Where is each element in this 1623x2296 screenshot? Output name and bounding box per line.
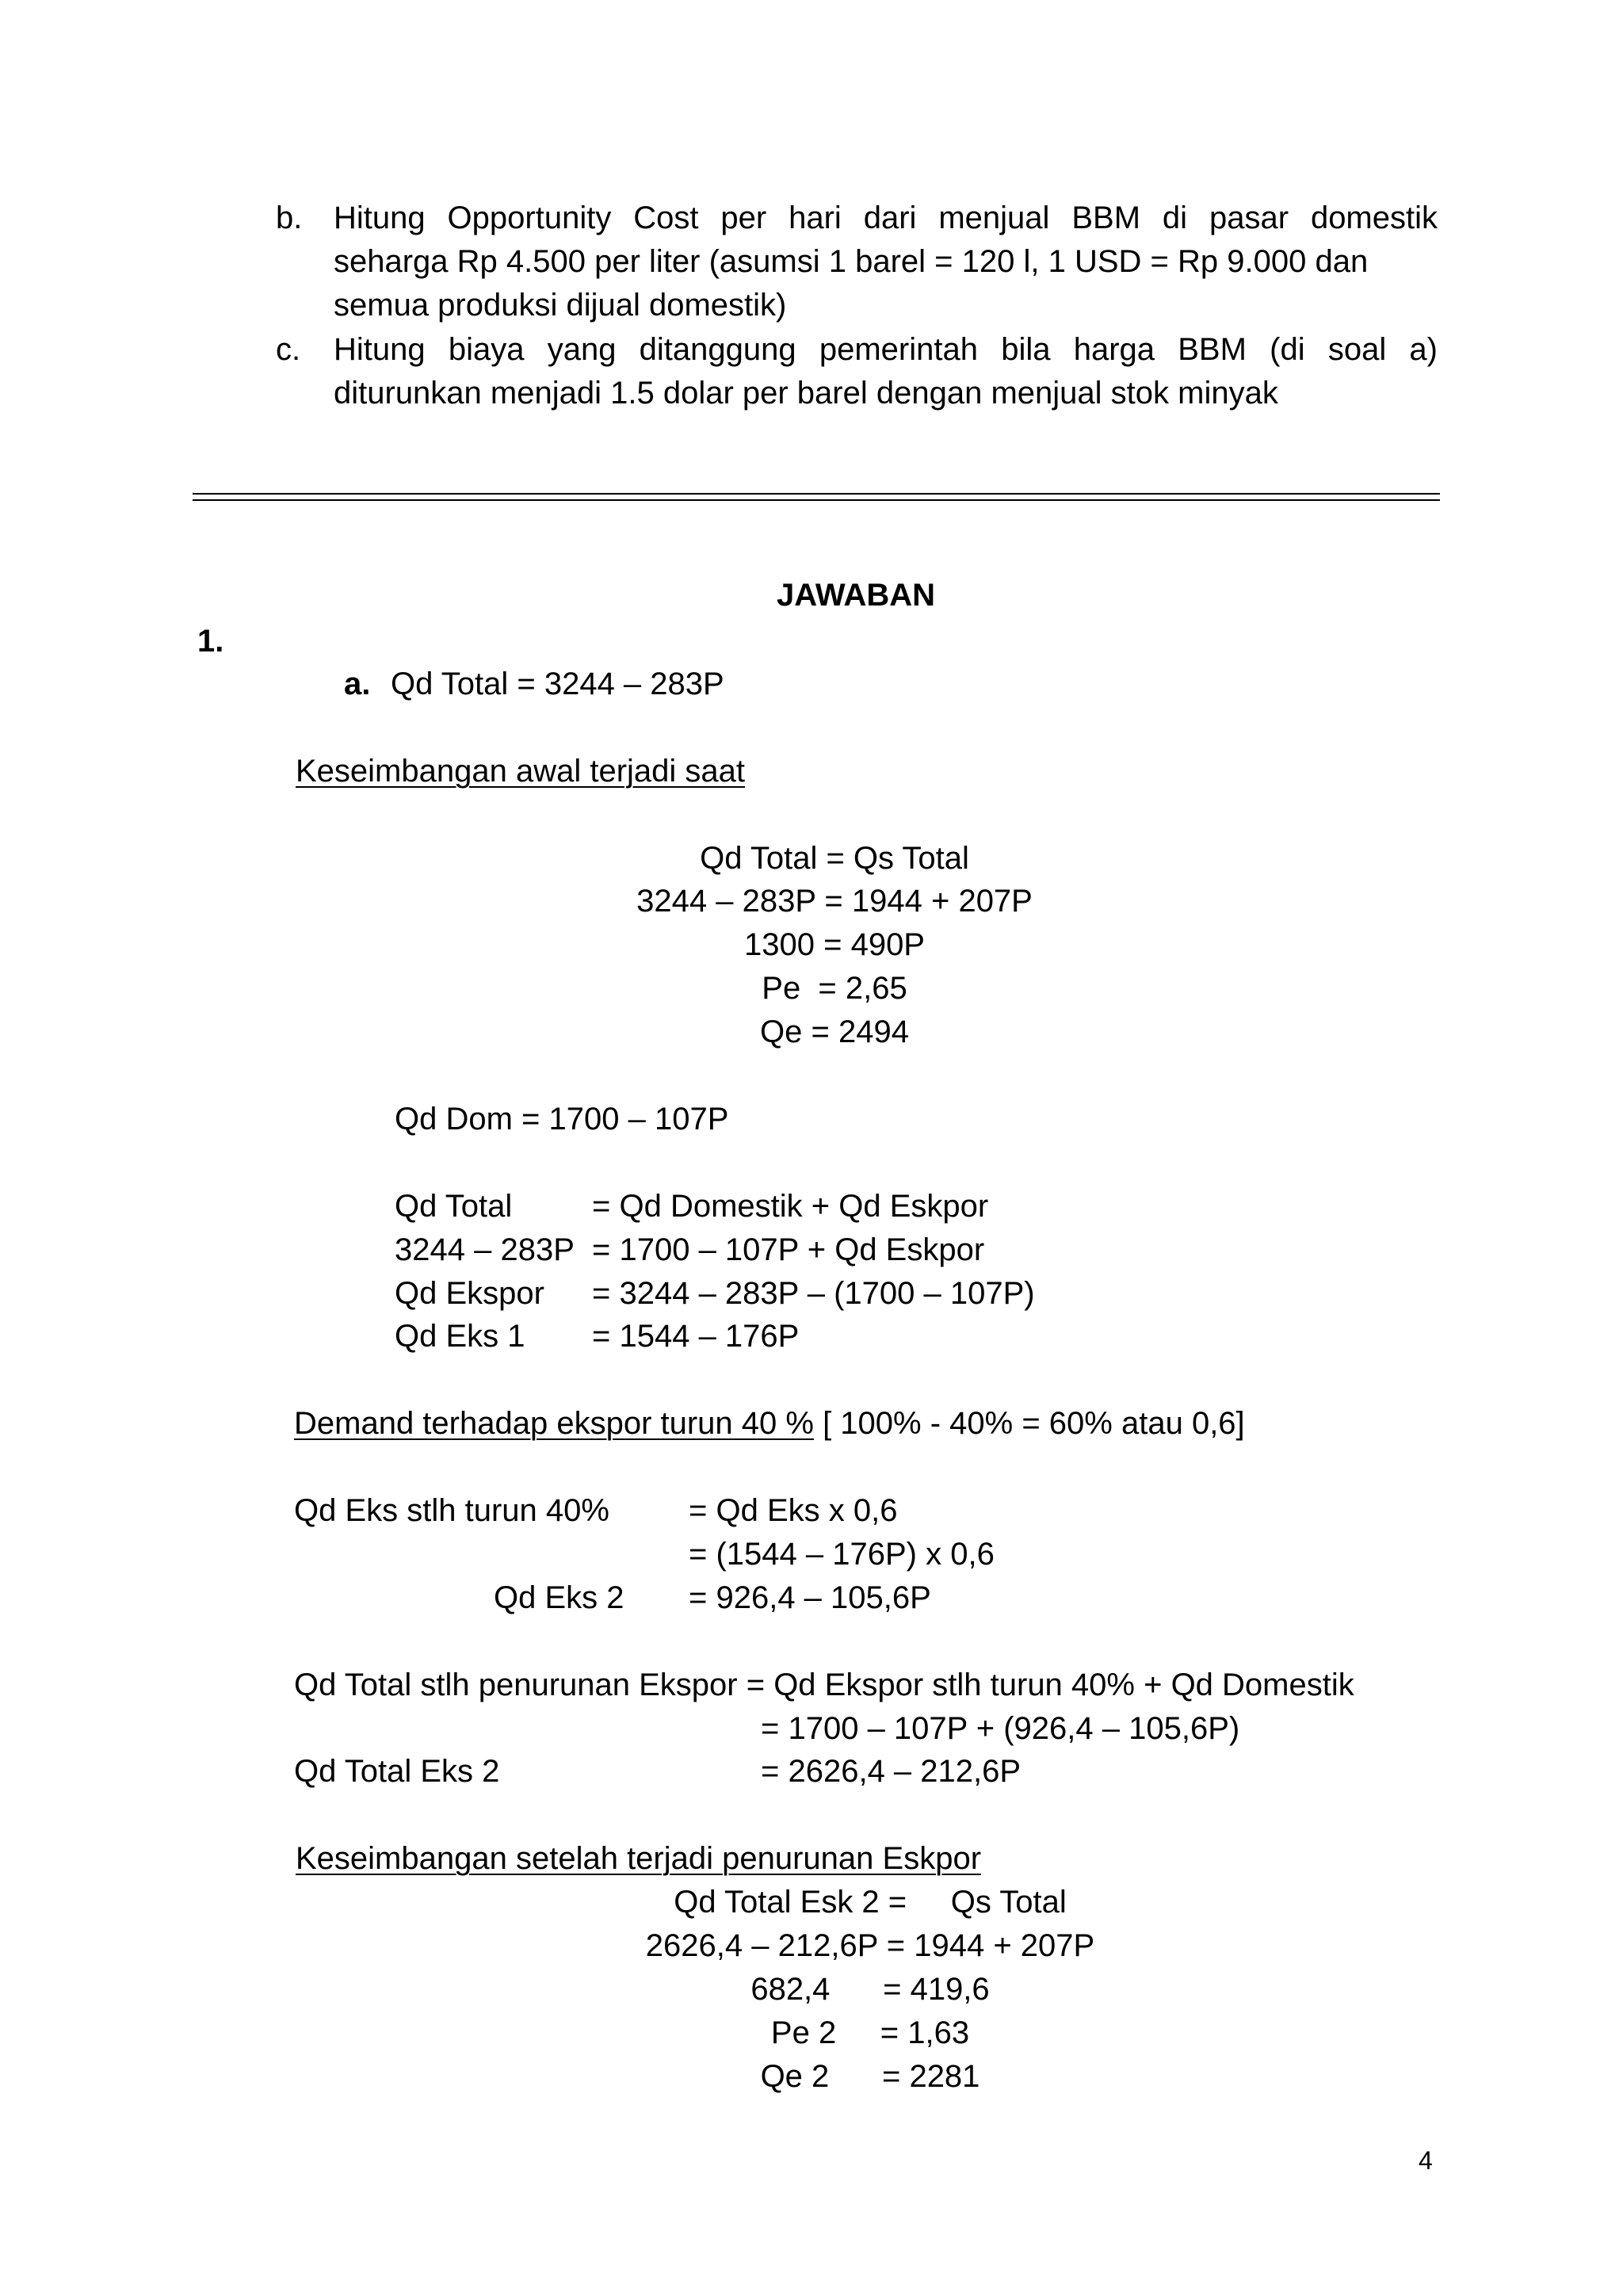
page-number: 4 (1419, 2146, 1433, 2175)
derivation-right: = 3244 – 283P – (1700 – 107P) (592, 1276, 1035, 1311)
initial-equilibrium-heading: Keseimbangan awal terjadi saat (296, 754, 746, 789)
derivation-right: = 1544 – 176P (592, 1319, 800, 1354)
answer-heading: JAWABAN (776, 578, 936, 613)
export-demand-drop-note: [ 100% - 40% = 60% atau 0,6] (813, 1406, 1245, 1441)
equation-line: 2626,4 – 212,6P = 1944 + 207P (645, 1928, 1095, 1963)
part-a-marker: a. (344, 667, 371, 701)
question-b-line-1: Hitung Opportunity Cost per hari dari menjual BBM di pasar domestik (334, 201, 1438, 235)
new-equilibrium-heading: Keseimbangan setelah terjadi penurunan Eskpor (296, 1841, 982, 1876)
export-2-value: = 926,4 – 105,6P (689, 1580, 931, 1615)
part-a-demand-equation: Qd Total = 3244 – 283P (391, 667, 724, 701)
derivation-right: = 1700 – 107P + Qd Eskpor (592, 1232, 985, 1267)
total-export-2-value: = 2626,4 – 212,6P (761, 1754, 1022, 1789)
equation-line: Qd Total Esk 2 = Qs Total (674, 1885, 1067, 1920)
derivation-left: Qd Total (395, 1189, 513, 1224)
divider-rule-top (193, 493, 1440, 495)
equation-line: Qe 2 = 2281 (760, 2059, 980, 2094)
derivation-left: 3244 – 283P (395, 1232, 575, 1267)
export-2-label: Qd Eks 2 (494, 1580, 624, 1615)
export-demand-drop-line (294, 1408, 1245, 1439)
equation-line: Pe 2 = 1,63 (770, 2015, 970, 2050)
domestic-demand-equation: Qd Dom = 1700 – 107P (395, 1102, 729, 1137)
equation-line: Qe = 2494 (760, 1014, 909, 1049)
export-after-drop-value: = (1544 – 176P) x 0,6 (689, 1537, 995, 1572)
question-c-line-2: diturunkan menjadi 1.5 dolar per barel dengan menjual stok minyak (334, 376, 1278, 411)
equation-line: 682,4 = 419,6 (750, 1972, 990, 2007)
export-after-drop-label: Qd Eks stlh turun 40% (294, 1493, 609, 1528)
equation-line: Pe = 2,65 (762, 971, 907, 1006)
question-b-line-2: seharga Rp 4.500 per liter (asumsi 1 barel = 120 l, 1 USD = Rp 9.000 dan (334, 244, 1369, 279)
equation-line: 3244 – 283P = 1944 + 207P (636, 884, 1033, 919)
equation-line: 1300 = 490P (744, 927, 925, 962)
total-after-drop-line: = 1700 – 107P + (926,4 – 105,6P) (761, 1711, 1240, 1746)
derivation-right: = Qd Domestik + Qd Eskpor (592, 1189, 989, 1224)
question-c-marker: c. (276, 332, 301, 367)
question-c-line-1: Hitung biaya yang ditanggung pemerintah bila harga BBM (di soal a) (334, 332, 1438, 367)
question-b-marker: b. (276, 201, 303, 235)
divider-rule-bottom (193, 499, 1440, 501)
question-b-line-3: semua produksi dijual domestik) (334, 288, 787, 323)
equation-line: Qd Total = Qs Total (700, 841, 969, 876)
answer-number: 1. (197, 624, 224, 659)
total-after-drop-line: Qd Total stlh penurunan Ekspor = Qd Ekspor stlh turun 40% + Qd Domestik (294, 1668, 1354, 1702)
export-after-drop-value: = Qd Eks x 0,6 (689, 1493, 898, 1528)
derivation-left: Qd Ekspor (395, 1276, 544, 1311)
derivation-left: Qd Eks 1 (395, 1319, 525, 1354)
total-export-2-label: Qd Total Eks 2 (294, 1754, 500, 1789)
export-demand-drop-underlined: Demand terhadap ekspor turun 40 % (294, 1406, 814, 1441)
